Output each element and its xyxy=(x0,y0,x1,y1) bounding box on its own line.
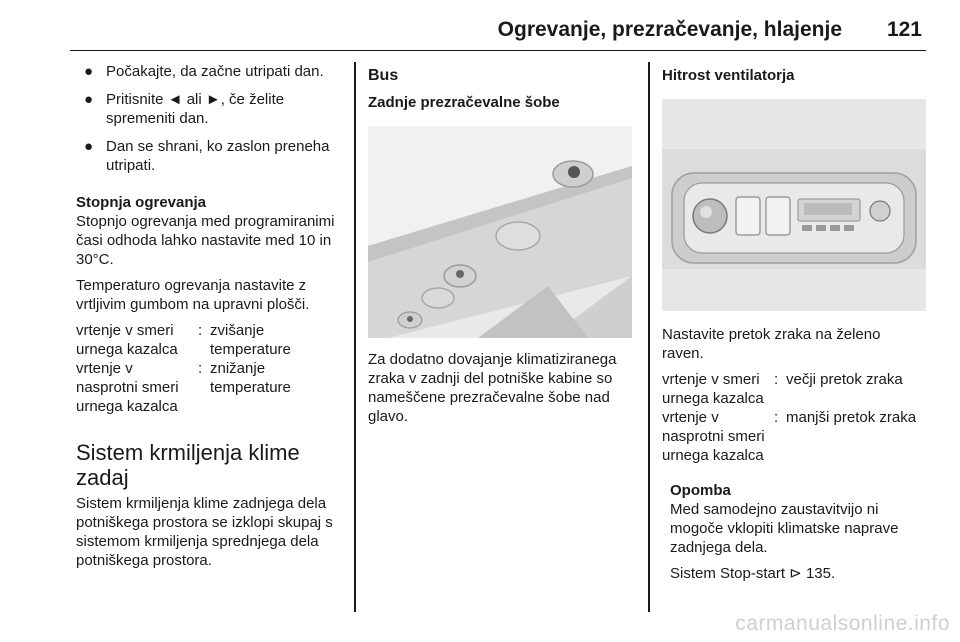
watermark: carmanualsonline.info xyxy=(735,612,950,635)
fan-paragraph: Nastavite pretok zraka na želeno raven. xyxy=(662,326,881,362)
definition-separator: : xyxy=(774,409,779,426)
note-block xyxy=(670,481,926,583)
heating-paragraph-2: Temperaturo ogrevanja nastavite z vrtljivim gumbom na upravni plošči. xyxy=(76,277,310,313)
column-divider-right xyxy=(648,62,650,612)
vents-heading: Zadnje prezračevalne šobe xyxy=(368,94,560,111)
bus-heading: Bus xyxy=(368,67,399,84)
ceiling-vents-figure xyxy=(368,126,632,338)
section-heading: Sistem krmiljenja klime zadaj xyxy=(76,440,300,490)
vents-paragraph: Za dodatno dovajanje klimatiziranega zraka v zadnji del potniške kabine so nameščene prezračevalne šobe nad glavo. xyxy=(368,351,617,425)
note-heading: Opomba xyxy=(670,482,731,499)
ceiling-vents-illustration xyxy=(368,126,632,338)
page-number: 121 xyxy=(886,18,922,41)
page-header xyxy=(70,14,926,51)
definition-desc: zvišanje temperature xyxy=(210,322,291,358)
definition-separator: : xyxy=(774,371,779,388)
definition-list xyxy=(662,370,926,465)
column-left xyxy=(76,62,342,577)
list-item: ● Dan se shrani, ko zaslon preneha utripati. xyxy=(84,138,330,174)
control-panel-illustration xyxy=(662,99,926,311)
bullet-list xyxy=(76,62,342,175)
header-title: Ogrevanje, prezračevanje, hlajenje xyxy=(497,18,842,41)
bullet-icon: ● xyxy=(84,63,94,80)
note-reference: Sistem Stop-start ⊳ 135. xyxy=(670,565,836,582)
note-paragraph: Med samodejno zaustavitvijo ni mogoče vklopiti klimatske naprave zadnjega dela. xyxy=(670,501,899,556)
definition-separator: : xyxy=(198,360,203,377)
page-reference-icon: ⊳ xyxy=(789,565,802,582)
heating-heading: Stopnja ogrevanja xyxy=(76,194,207,211)
control-panel-figure xyxy=(662,99,926,311)
column-middle xyxy=(368,62,634,433)
definition-term: vrtenje v smeri urnega kazalca xyxy=(76,322,178,358)
definition-desc: manjši pretok zraka xyxy=(786,409,917,426)
heating-paragraph-1: Stopnjo ogrevanja med programiranimi časi odhoda lahko nastavite med 10 in 30°C. xyxy=(76,213,335,268)
definition-separator: : xyxy=(198,322,203,339)
definition-term: vrtenje v nasprotni smeri urnega kazalca xyxy=(662,409,765,464)
definition-term: vrtenje v nasprotni smeri urnega kazalca xyxy=(76,360,179,415)
section-paragraph: Sistem krmiljenja klime zadnjega dela potniškega prostora se izklopi skupaj s sistemom krmiljenja sprednjega dela potniškega prostora. xyxy=(76,495,333,569)
definition-desc: večji pretok zraka xyxy=(786,371,903,388)
list-item: ● Počakajte, da začne utripati dan. xyxy=(84,63,324,80)
fan-heading: Hitrost ventilatorja xyxy=(662,67,795,84)
bullet-icon: ● xyxy=(84,138,94,155)
definition-term: vrtenje v smeri urnega kazalca xyxy=(662,371,764,407)
column-right xyxy=(662,62,926,590)
bullet-icon: ● xyxy=(84,91,94,108)
definition-list xyxy=(76,321,342,416)
definition-desc: znižanje temperature xyxy=(210,360,291,396)
column-divider-left xyxy=(354,62,356,612)
list-item: ● Pritisnite ◄ ali ►, če želite spremeniti dan. xyxy=(84,91,285,127)
